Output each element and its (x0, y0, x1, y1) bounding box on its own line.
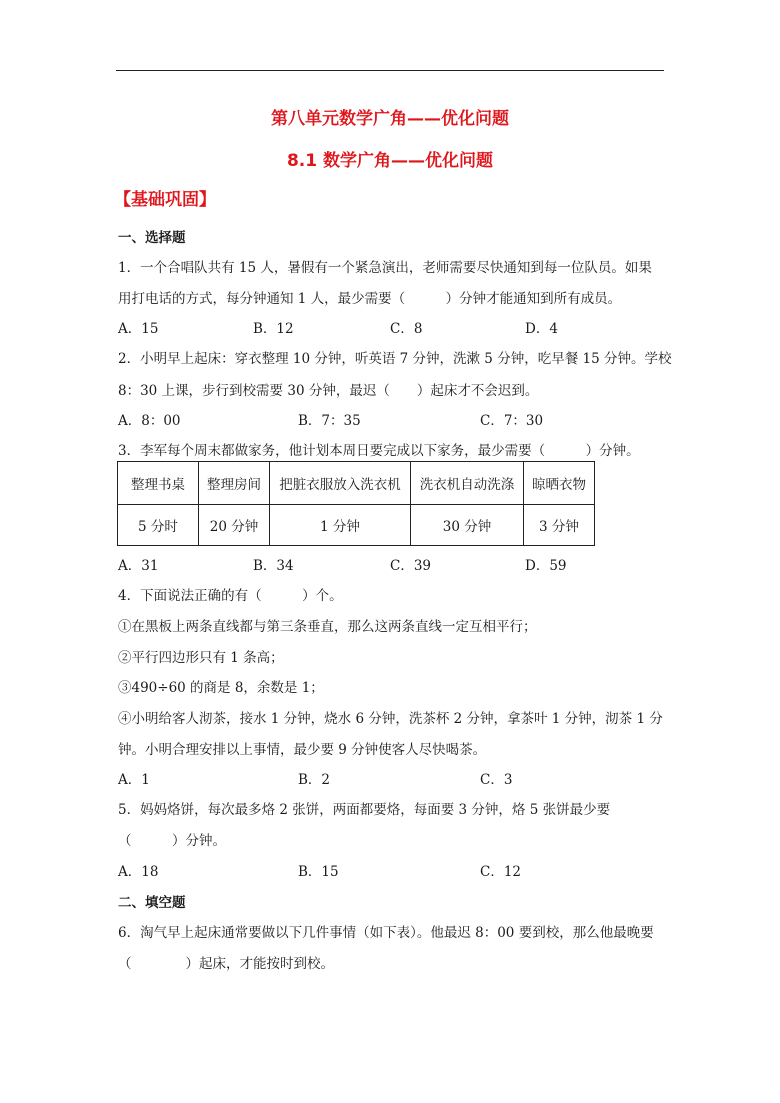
q2-line2: 8：30 上课，步行到校需要 30 分钟，最迟（ ）起床才不会迟到。 (118, 383, 539, 399)
table-header-cell: 整理书桌 (118, 462, 199, 505)
q5-option-a: A．18 (118, 864, 159, 880)
q6-line2: （ ）起床，才能按时到校。 (118, 956, 334, 972)
q4-statement-3: ③490÷60 的商是 8，余数是 1； (118, 680, 324, 696)
q6-line1: 6．淘气早上起床通常要做以下几件事情（如下表）。他最迟 8：00 要到校，那么他最晚要 (118, 925, 654, 941)
q3-option-d: D．59 (525, 558, 567, 574)
table-header-cell: 整理房间 (199, 462, 270, 505)
table-header-cell: 洗衣机自动洗涤 (411, 462, 524, 505)
q1-option-a: A．15 (118, 321, 159, 337)
q5-option-c: C．12 (480, 864, 522, 880)
q4-statement-1: ①在黑板上两条直线都与第三条垂直，那么这两条直线一定互相平行； (118, 619, 537, 635)
table-header-row (118, 462, 595, 505)
table-cell: 20 分钟 (199, 505, 270, 546)
q4-statement-4b: 钟。小明合理安排以上事情，最少要 9 分钟使客人尽快喝茶。 (118, 742, 487, 758)
q4-line1: 4．下面说法正确的有（ ）个。 (118, 588, 343, 604)
q2-option-a: A．8：00 (118, 413, 181, 429)
q2-option-c: C．7：30 (480, 413, 544, 429)
q4-option-c: C．3 (480, 772, 513, 788)
table-cell: 3 分钟 (524, 505, 595, 546)
table-cell: 1 分钟 (270, 505, 411, 546)
section-label: 【基础巩固】 (114, 190, 216, 210)
page-title: 第八单元数学广角——优化问题 (271, 109, 509, 129)
q1-option-b: B．12 (253, 321, 294, 337)
part1-heading: 一、选择题 (118, 230, 186, 246)
part2-heading: 二、填空题 (118, 895, 186, 911)
q4-statement-2: ②平行四边形只有 1 条高； (118, 650, 284, 666)
q3-option-a: A．31 (118, 558, 159, 574)
q4-option-b: B．2 (298, 772, 331, 788)
q1-option-c: C．8 (390, 321, 423, 337)
table-header-cell: 把脏衣服放入洗衣机 (270, 462, 411, 505)
q4-statement-4a: ④小明给客人沏茶，接水 1 分钟，烧水 6 分钟，洗茶杯 2 分钟，拿茶叶 1 分钟，沏茶 1 分 (118, 711, 663, 727)
q3-option-b: B．34 (253, 558, 294, 574)
table-header-cell: 晾晒衣物 (524, 462, 595, 505)
table-cell: 5 分时 (118, 505, 199, 546)
table-cell: 30 分钟 (411, 505, 524, 546)
q1-line1: 1．一个合唱队共有 15 人，暑假有一个紧急演出，老师需要尽快通知到每一位队员。如果 (118, 260, 652, 276)
q1-line2: 用打电话的方式，每分钟通知 1 人，最少需要（ ）分钟才能通知到所有成员。 (118, 291, 622, 307)
q5-option-b: B．15 (298, 864, 339, 880)
table-row (118, 505, 595, 546)
q4-option-a: A．1 (118, 772, 150, 788)
q3-option-c: C．39 (390, 558, 432, 574)
header-rule (116, 70, 664, 71)
q2-line1: 2．小明早上起床：穿衣整理 10 分钟，听英语 7 分钟，洗漱 5 分钟，吃早餐 15 分钟。学校 (118, 351, 672, 367)
q2-option-b: B．7：35 (298, 413, 361, 429)
q1-option-d: D．4 (525, 321, 558, 337)
chores-table (117, 461, 595, 546)
q5-line1: 5．妈妈烙饼，每次最多烙 2 张饼，两面都要烙，每面要 3 分钟，烙 5 张饼最少要 (118, 802, 611, 818)
q3-line1: 3．李军每个周末都做家务，他计划本周日要完成以下家务，最少需要（ ）分钟。 (118, 443, 640, 459)
q5-line2: （ ）分钟。 (118, 833, 226, 849)
page-subtitle: 8.1 数学广角——优化问题 (286, 151, 494, 171)
